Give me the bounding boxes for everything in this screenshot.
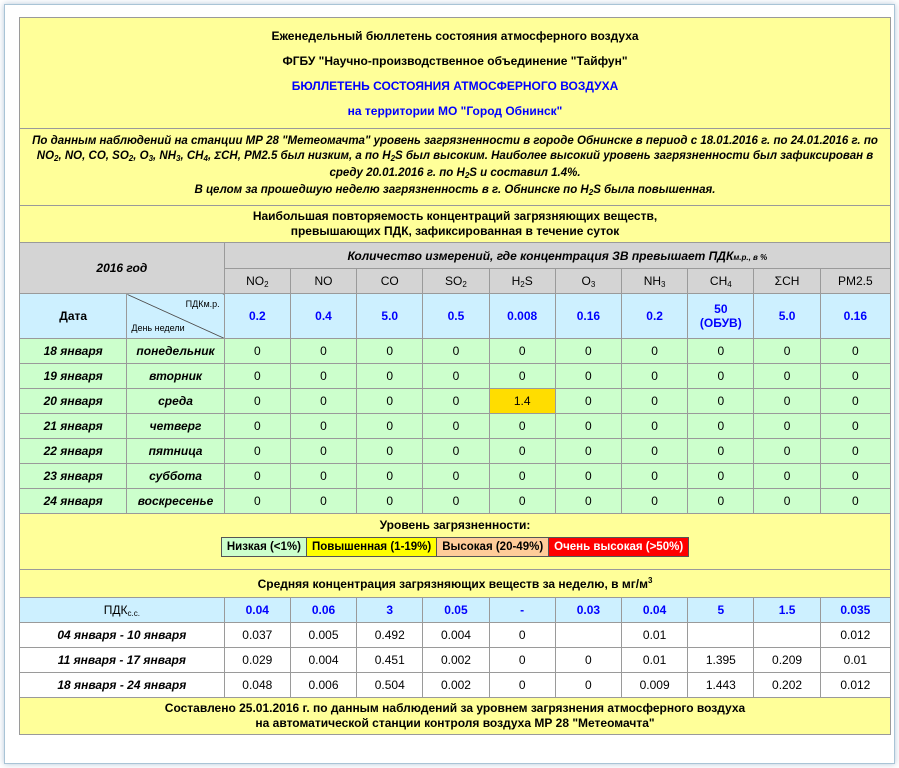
- footer-line-1: Составлено 25.01.2016 г. по данным наблюдений за уровнем загрязнения атмосферного воздуха: [164, 701, 746, 715]
- weekly-value: 0.202: [754, 673, 820, 698]
- pdk-mr-value: [622, 294, 688, 339]
- pdk-mr-value: [489, 294, 555, 339]
- day-of-week: понедельник: [127, 339, 224, 364]
- dow-label: День недели: [131, 323, 185, 333]
- bulletin-frame: [4, 4, 895, 764]
- day-value: 0: [688, 464, 754, 489]
- weekly-value: 0.004: [423, 623, 489, 648]
- weekly-value: 0.01: [622, 623, 688, 648]
- pollutant-sub: 3: [661, 279, 666, 289]
- day-value: 0: [555, 489, 621, 514]
- day-value: 0: [754, 389, 820, 414]
- pollutant-sub: 4: [727, 279, 732, 289]
- day-value: 0: [622, 464, 688, 489]
- pdk-mr-number: 0.2: [248, 309, 266, 323]
- diag-header: [127, 294, 224, 339]
- pollutant-name: NO: [246, 273, 265, 288]
- summary-text: По данным наблюдений на станции МР 28 "Метеомачта" уровень загрязненности в городе Обнинске в период с 18.01.2016 г. по 24.01.2016 г. по $NO_2$, NO, CO, $SO_2$, $O_3$, $NH_3$, $CH_4$, ΣCH, PM2.5 был низким, а по $H_2S$ был высоким. Наиболее высокий уровень загрязненности был зафиксирован в среду 20.01.2016 г. по $H_2S$ и составил 1.4%. В целом за прошедшую неделю загрязненность в г. Обнинске по $H_2S$ была повышенная.: [20, 129, 891, 206]
- legend-very-high: Очень высокая (>50%): [549, 538, 689, 557]
- pollutant-name: PM2.5: [837, 274, 873, 288]
- day-value: 0: [423, 339, 489, 364]
- day-date: 22 января: [20, 439, 127, 464]
- weekly-value: 0: [555, 648, 621, 673]
- pdk-mr-number: 0.008: [507, 309, 538, 323]
- day-value: 0: [820, 339, 890, 364]
- pdk-mr-number: 0.4: [315, 309, 332, 323]
- day-value: 0: [622, 489, 688, 514]
- weekly-value: 0.005: [290, 623, 356, 648]
- pollutant-tail: S: [524, 273, 533, 288]
- pdk-mr-value: [290, 294, 356, 339]
- count-header: Количество измерений, где концентрация ЗВ превышает ПДКм.р., в %: [224, 243, 890, 269]
- pdk-ss-label: $ПДК_{с.с.}$: [20, 598, 225, 623]
- day-value: 0: [357, 464, 423, 489]
- pdk-mr-value: [224, 294, 290, 339]
- pdk-mr-number: 0.2: [646, 309, 663, 323]
- legend-high: Высокая (20-49%): [437, 538, 549, 557]
- weekly-value: 1.443: [688, 673, 754, 698]
- weekly-value: 0.209: [754, 648, 820, 673]
- pdk-ss-value: 0.06: [290, 598, 356, 623]
- legend-low: Низкая (<1%): [221, 538, 306, 557]
- pollutant-sub: 2: [264, 279, 269, 289]
- pdk-ss-value: -: [489, 598, 555, 623]
- pollutant-header: [820, 269, 890, 294]
- weekly-value: 0.012: [820, 673, 890, 698]
- days-body: [20, 339, 891, 514]
- weekly-value: 0: [489, 673, 555, 698]
- day-value: 0: [224, 364, 290, 389]
- bulletin-header: [20, 18, 891, 129]
- weekly-value: [555, 623, 621, 648]
- weekly-value: 0.492: [357, 623, 423, 648]
- pdk-ss-value: 0.04: [224, 598, 290, 623]
- day-value: 0: [754, 489, 820, 514]
- header-line-1: Еженедельный бюллетень состояния атмосферного воздуха: [271, 29, 639, 43]
- day-value: 0: [555, 364, 621, 389]
- section-max-repeat-title: Наибольшая повторяемость концентраций загрязняющих веществ, превышающих ПДК, зафиксированная в течение суток: [20, 206, 891, 243]
- pollutant-header: [290, 269, 356, 294]
- day-value: 0: [290, 489, 356, 514]
- day-value: 0: [754, 364, 820, 389]
- weekly-value: [754, 623, 820, 648]
- day-value: 0: [555, 464, 621, 489]
- weekly-value: 0.009: [622, 673, 688, 698]
- day-value: 0: [357, 414, 423, 439]
- weekly-value: 0.004: [290, 648, 356, 673]
- weekly-value: 0.029: [224, 648, 290, 673]
- day-date: 19 января: [20, 364, 127, 389]
- day-value: 0: [622, 389, 688, 414]
- day-value: 0: [423, 389, 489, 414]
- pollutant-name: H: [511, 273, 521, 288]
- day-value: 0: [423, 489, 489, 514]
- day-date: 23 января: [20, 464, 127, 489]
- day-date: 21 января: [20, 414, 127, 439]
- day-value: 0: [489, 439, 555, 464]
- day-value: 0: [224, 464, 290, 489]
- weekly-value: 0.002: [423, 648, 489, 673]
- day-value: 0: [489, 414, 555, 439]
- weekly-value: 0.037: [224, 623, 290, 648]
- pdk-mr-row: [20, 294, 891, 339]
- weekly-value: [688, 623, 754, 648]
- day-value: 0: [357, 364, 423, 389]
- weekly-value: 0.451: [357, 648, 423, 673]
- day-value: 0: [622, 339, 688, 364]
- weekly-row: [20, 648, 891, 673]
- day-of-week: четверг: [127, 414, 224, 439]
- day-value: 0: [555, 389, 621, 414]
- pdk-mr-number: 0.16: [843, 309, 867, 323]
- pdk-mr-number: 0.16: [576, 309, 601, 323]
- day-row: [20, 414, 891, 439]
- pdk-mr-value: [555, 294, 621, 339]
- header-line-2: ФГБУ "Научно-производственное объединение "Тайфун": [282, 54, 628, 68]
- weekly-value: 0: [489, 648, 555, 673]
- weekly-period: 04 января - 10 января: [20, 623, 225, 648]
- day-value: 0: [357, 489, 423, 514]
- weekly-value: 1.395: [688, 648, 754, 673]
- pollutant-header: [489, 269, 555, 294]
- weekly-body: [20, 623, 891, 698]
- date-header: Дата: [20, 294, 127, 339]
- weekly-row: [20, 623, 891, 648]
- day-row: [20, 464, 891, 489]
- day-of-week: пятница: [127, 439, 224, 464]
- pollution-legend: [20, 514, 891, 570]
- pdk-mr-value: [754, 294, 820, 339]
- day-value: 0: [290, 389, 356, 414]
- day-value: 0: [489, 489, 555, 514]
- day-value: 0: [754, 439, 820, 464]
- day-row: [20, 439, 891, 464]
- day-value: 0: [224, 414, 290, 439]
- day-value: 1.4: [489, 389, 555, 414]
- weekly-value: 0.048: [224, 673, 290, 698]
- day-value: 0: [423, 414, 489, 439]
- bulletin-footer: [20, 698, 891, 735]
- pollutant-name: SO: [445, 273, 463, 288]
- day-value: 0: [290, 364, 356, 389]
- pollutant-header: [555, 269, 621, 294]
- day-value: 0: [820, 464, 890, 489]
- day-value: 0: [224, 489, 290, 514]
- day-value: 0: [820, 414, 890, 439]
- pdk-ss-value: 0.05: [423, 598, 489, 623]
- day-date: 20 января: [20, 389, 127, 414]
- pdk-mr-value: [423, 294, 489, 339]
- pollutant-header: [357, 269, 423, 294]
- day-of-week: среда: [127, 389, 224, 414]
- day-date: 18 января: [20, 339, 127, 364]
- day-value: 0: [290, 414, 356, 439]
- day-of-week: вторник: [127, 364, 224, 389]
- day-value: 0: [357, 389, 423, 414]
- day-value: 0: [224, 389, 290, 414]
- day-value: 0: [688, 489, 754, 514]
- pollutant-name: NH: [643, 273, 662, 288]
- day-value: 0: [489, 464, 555, 489]
- day-value: 0: [688, 414, 754, 439]
- pdk-ss-value: 3: [357, 598, 423, 623]
- day-value: 0: [555, 414, 621, 439]
- weekly-value: 0.006: [290, 673, 356, 698]
- header-line-4: на территории МО "Город Обнинск": [347, 104, 563, 118]
- day-of-week: суббота: [127, 464, 224, 489]
- weekly-value: 0.504: [357, 673, 423, 698]
- day-value: 0: [820, 389, 890, 414]
- day-row: [20, 489, 891, 514]
- pollutant-header: [622, 269, 688, 294]
- bulletin-table: [19, 17, 891, 735]
- pollutant-name: NO: [314, 274, 333, 288]
- pdk-mr-number: 5.0: [381, 309, 399, 323]
- footer-line-2: на автоматической станции контроля воздуха МР 28 "Метеомачта": [255, 716, 655, 730]
- pdk-ss-value: 0.04: [622, 598, 688, 623]
- pollutant-sub: 2: [520, 279, 525, 289]
- pollutant-sub: 3: [590, 279, 596, 289]
- pollutant-header: [754, 269, 820, 294]
- weekly-period: 18 января - 24 января: [20, 673, 225, 698]
- legend-table: [221, 537, 689, 557]
- day-row: [20, 389, 891, 414]
- legend-title: Уровень загрязненности:: [379, 518, 531, 532]
- day-date: 24 января: [20, 489, 127, 514]
- pdk-ss-value: 5: [688, 598, 754, 623]
- day-value: 0: [290, 464, 356, 489]
- day-value: 0: [555, 339, 621, 364]
- pdk-mr-value: [688, 294, 754, 339]
- day-value: 0: [622, 414, 688, 439]
- day-value: 0: [224, 439, 290, 464]
- day-value: 0: [423, 464, 489, 489]
- day-value: 0: [688, 364, 754, 389]
- day-value: 0: [290, 339, 356, 364]
- day-value: 0: [357, 339, 423, 364]
- day-value: 0: [290, 439, 356, 464]
- year-label: 2016 год: [20, 243, 225, 294]
- day-value: 0: [423, 439, 489, 464]
- day-value: 0: [622, 364, 688, 389]
- day-value: 0: [489, 339, 555, 364]
- section-avg-title: Средняя концентрация загрязняющих веществ за неделю, в $мг/м^3$: [20, 570, 891, 598]
- pdk-ss-row: [20, 598, 891, 623]
- weekly-row: [20, 673, 891, 698]
- weekly-value: 0.01: [622, 648, 688, 673]
- pdk-ss-value: 0.03: [555, 598, 621, 623]
- weekly-value: 0.002: [423, 673, 489, 698]
- legend-increased: Повышенная (1-19%): [306, 538, 436, 557]
- pdk-mr-value: [820, 294, 890, 339]
- pollutant-header: [688, 269, 754, 294]
- weekly-value: 0.012: [820, 623, 890, 648]
- day-row: [20, 339, 891, 364]
- pdk-mr-note: (ОБУВ): [699, 316, 742, 330]
- day-value: 0: [820, 489, 890, 514]
- pdk-mr-number: 0.5: [447, 309, 465, 323]
- pdk-mr-label: ПДКм.р.: [185, 299, 220, 309]
- day-value: 0: [688, 389, 754, 414]
- weekly-value: 0: [489, 623, 555, 648]
- day-value: 0: [754, 414, 820, 439]
- weekly-value: 0: [555, 673, 621, 698]
- pollutant-name: ΣCH: [774, 274, 800, 288]
- pollutant-name: O: [581, 273, 591, 288]
- day-value: 0: [820, 439, 890, 464]
- pdk-mr-number: 50: [714, 302, 728, 316]
- day-value: 0: [423, 364, 489, 389]
- day-value: 0: [688, 339, 754, 364]
- pdk-ss-value: 0.035: [820, 598, 890, 623]
- pollutant-name: CH: [709, 273, 728, 288]
- pollutant-header: [224, 269, 290, 294]
- day-value: 0: [688, 439, 754, 464]
- day-value: 0: [754, 464, 820, 489]
- pdk-ss-value: 1.5: [754, 598, 820, 623]
- header-line-3: БЮЛЛЕТЕНЬ СОСТОЯНИЯ АТМОСФЕРНОГО ВОЗДУХА: [291, 79, 619, 93]
- weekly-value: 0.01: [820, 648, 890, 673]
- day-value: 0: [622, 439, 688, 464]
- day-value: 0: [224, 339, 290, 364]
- day-value: 0: [357, 439, 423, 464]
- pollutant-header: [423, 269, 489, 294]
- pollutant-name: CO: [380, 274, 399, 288]
- day-value: 0: [555, 439, 621, 464]
- pdk-mr-value: [357, 294, 423, 339]
- day-of-week: воскресенье: [127, 489, 224, 514]
- day-row: [20, 364, 891, 389]
- day-value: 0: [820, 364, 890, 389]
- pollutant-sub: 2: [462, 279, 467, 289]
- weekly-period: 11 января - 17 января: [20, 648, 225, 673]
- day-value: 0: [754, 339, 820, 364]
- day-value: 0: [489, 364, 555, 389]
- pdk-mr-number: 5.0: [778, 309, 796, 323]
